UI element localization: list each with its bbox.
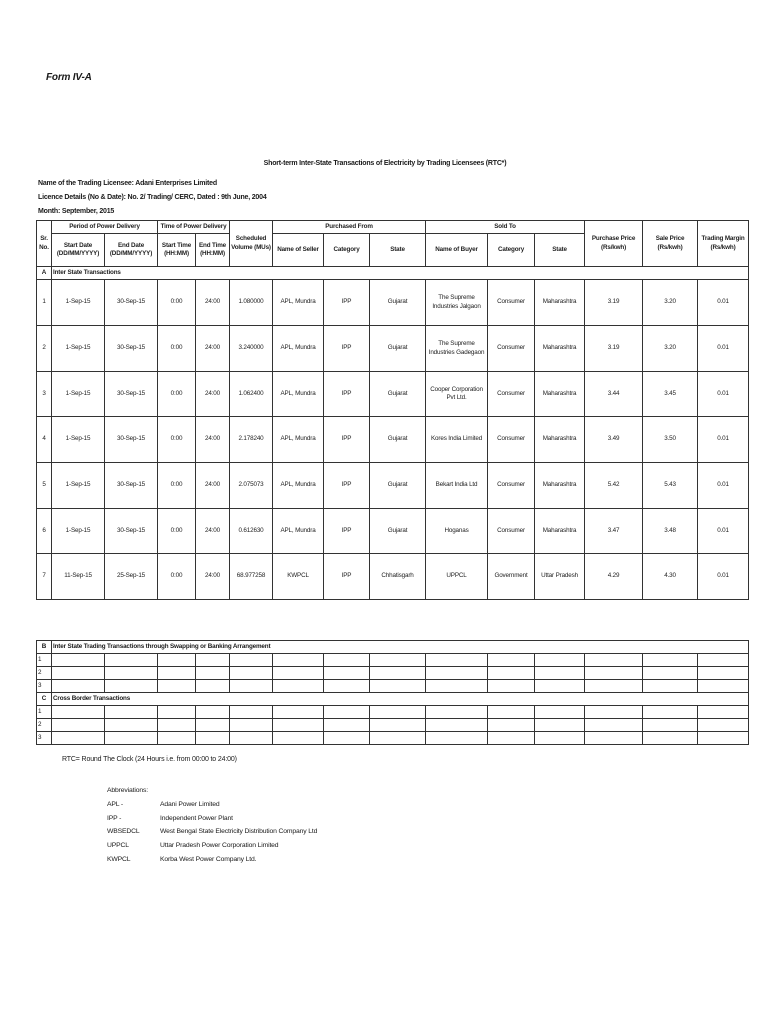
- other-transactions-table: [36, 640, 749, 745]
- empty-cell: [535, 680, 585, 693]
- cell-seller-name: APL, Mundra: [273, 280, 324, 326]
- abbreviation-key: IPP -: [107, 814, 122, 822]
- cell-end-time: 24:00: [196, 372, 230, 417]
- empty-cell: [698, 667, 749, 680]
- empty-cell: [535, 654, 585, 667]
- cell-purchase-price: 3.49: [585, 417, 643, 463]
- empty-cell: [324, 732, 370, 745]
- cell-buyer-name: Cooper Corporation Pvt Ltd.: [426, 372, 488, 417]
- cell-buyer-state: Maharashtra: [535, 326, 585, 372]
- cell-buyer-name: Hoganas: [426, 509, 488, 554]
- empty-cell: [158, 654, 196, 667]
- cell-start-time: 0:00: [158, 280, 196, 326]
- cell-sr-no: 1: [37, 280, 52, 326]
- cell-purchase-price: 3.19: [585, 326, 643, 372]
- sheet-title: Short-term Inter-State Transactions of Electricity by Trading Licensees (RTC*): [263, 160, 507, 167]
- header-buyer-name: Name of Buyer: [426, 234, 488, 267]
- cell-seller-state: Gujarat: [370, 326, 426, 372]
- table-row: [37, 554, 749, 600]
- empty-cell: [535, 667, 585, 680]
- cell-end-time: 24:00: [196, 280, 230, 326]
- cell-sr-no: 4: [37, 417, 52, 463]
- cell-buyer-name: UPPCL: [426, 554, 488, 600]
- cell-buyer-state: Maharashtra: [535, 372, 585, 417]
- form-title: Form IV-A: [46, 72, 92, 83]
- abbreviation-value: Uttar Pradesh Power Corporation Limited: [160, 842, 279, 850]
- empty-cell: [370, 667, 426, 680]
- empty-cell: [370, 706, 426, 719]
- cell-end-time: 24:00: [196, 509, 230, 554]
- cell-trading-margin: 0.01: [698, 372, 749, 417]
- empty-cell: [585, 706, 643, 719]
- empty-cell: [643, 654, 698, 667]
- cell-end-time: 24:00: [196, 417, 230, 463]
- empty-cell: [426, 732, 488, 745]
- cell-buyer-category: Consumer: [488, 463, 535, 509]
- empty-cell: [535, 706, 585, 719]
- header-sold-to: Sold To: [426, 221, 585, 234]
- table-row: [37, 280, 749, 326]
- cell-end-time: 24:00: [196, 463, 230, 509]
- cell-start-time: 0:00: [158, 417, 196, 463]
- cell-seller-name: APL, Mundra: [273, 372, 324, 417]
- cell-end-date: 25-Sep-15: [105, 554, 158, 600]
- cell-buyer-category: Consumer: [488, 372, 535, 417]
- empty-cell: [52, 667, 105, 680]
- cell-sale-price: 3.50: [643, 417, 698, 463]
- section-c-row-number: 3: [37, 732, 52, 745]
- abbreviation-value: Adani Power Limited: [160, 800, 220, 808]
- cell-buyer-category: Consumer: [488, 280, 535, 326]
- header-purchase-price: Purchase Price (Rs/kwh): [585, 221, 643, 267]
- empty-cell: [105, 667, 158, 680]
- cell-volume: 2.178240: [230, 417, 273, 463]
- empty-cell: [52, 732, 105, 745]
- cell-seller-name: APL, Mundra: [273, 463, 324, 509]
- empty-cell: [643, 706, 698, 719]
- section-b-row: [37, 680, 749, 693]
- section-b-row: [37, 654, 749, 667]
- header-purchased-from: Purchased From: [273, 221, 426, 234]
- header-buyer-category: Category: [488, 234, 535, 267]
- section-c-row: [37, 719, 749, 732]
- empty-cell: [324, 667, 370, 680]
- empty-cell: [52, 719, 105, 732]
- empty-cell: [643, 732, 698, 745]
- abbreviation-row: [107, 839, 317, 853]
- empty-cell: [426, 706, 488, 719]
- empty-cell: [196, 732, 230, 745]
- empty-cell: [273, 654, 324, 667]
- abbreviation-row: [107, 812, 317, 826]
- cell-buyer-name: Kores India Limited: [426, 417, 488, 463]
- cell-sale-price: 3.20: [643, 326, 698, 372]
- empty-cell: [158, 667, 196, 680]
- cell-seller-category: IPP: [324, 372, 370, 417]
- cell-buyer-state: Maharashtra: [535, 463, 585, 509]
- empty-cell: [273, 719, 324, 732]
- table-row: [37, 326, 749, 372]
- empty-cell: [426, 667, 488, 680]
- empty-cell: [324, 719, 370, 732]
- cell-sr-no: 7: [37, 554, 52, 600]
- empty-cell: [585, 732, 643, 745]
- abbreviation-row: [107, 825, 317, 839]
- cell-seller-name: APL, Mundra: [273, 509, 324, 554]
- empty-cell: [52, 654, 105, 667]
- cell-seller-name: KWPCL: [273, 554, 324, 600]
- section-c-header-row: [37, 693, 749, 706]
- header-time: Time of Power Delivery: [158, 221, 230, 234]
- cell-volume: 2.075073: [230, 463, 273, 509]
- cell-buyer-state: Uttar Pradesh: [535, 554, 585, 600]
- empty-cell: [488, 680, 535, 693]
- cell-end-time: 24:00: [196, 326, 230, 372]
- empty-cell: [230, 706, 273, 719]
- header-start-time: Start Time (HH:MM): [158, 234, 196, 267]
- cell-buyer-name: Bekart India Ltd: [426, 463, 488, 509]
- cell-seller-state: Gujarat: [370, 463, 426, 509]
- table-row: [37, 463, 749, 509]
- section-c-code: C: [37, 693, 52, 706]
- abbreviation-value: Independent Power Plant: [160, 814, 233, 822]
- header-sale-price: Sale Price (Rs/kwh): [643, 221, 698, 267]
- empty-cell: [585, 654, 643, 667]
- abbreviation-key: KWPCL: [107, 855, 131, 863]
- empty-cell: [52, 680, 105, 693]
- cell-volume: 3.240000: [230, 326, 273, 372]
- empty-cell: [230, 680, 273, 693]
- empty-cell: [643, 719, 698, 732]
- cell-buyer-state: Maharashtra: [535, 280, 585, 326]
- empty-cell: [488, 706, 535, 719]
- header-start-date: Start Date (DD/MM/YYYY): [52, 234, 105, 267]
- empty-cell: [230, 719, 273, 732]
- empty-cell: [273, 732, 324, 745]
- cell-buyer-category: Government: [488, 554, 535, 600]
- cell-buyer-category: Consumer: [488, 326, 535, 372]
- empty-cell: [585, 667, 643, 680]
- transactions-table: [36, 220, 749, 600]
- section-a-code: A: [37, 267, 52, 280]
- cell-sale-price: 4.30: [643, 554, 698, 600]
- licence-details: Licence Details (No & Date): No. 2/ Trading/ CERC, Dated : 9th June, 2004: [38, 194, 267, 201]
- cell-sr-no: 6: [37, 509, 52, 554]
- cell-end-time: 24:00: [196, 554, 230, 600]
- cell-end-date: 30-Sep-15: [105, 280, 158, 326]
- cell-end-date: 30-Sep-15: [105, 417, 158, 463]
- cell-sr-no: 3: [37, 372, 52, 417]
- empty-cell: [324, 680, 370, 693]
- cell-seller-category: IPP: [324, 326, 370, 372]
- cell-purchase-price: 3.44: [585, 372, 643, 417]
- cell-start-time: 0:00: [158, 372, 196, 417]
- header-seller-name: Name of Seller: [273, 234, 324, 267]
- cell-seller-state: Gujarat: [370, 417, 426, 463]
- cell-seller-name: APL, Mundra: [273, 417, 324, 463]
- cell-buyer-state: Maharashtra: [535, 509, 585, 554]
- cell-start-date: 1-Sep-15: [52, 417, 105, 463]
- cell-seller-state: Gujarat: [370, 280, 426, 326]
- empty-cell: [488, 667, 535, 680]
- cell-purchase-price: 4.29: [585, 554, 643, 600]
- empty-cell: [698, 719, 749, 732]
- abbreviation-key: WBSEDCL: [107, 828, 140, 836]
- cell-sale-price: 3.48: [643, 509, 698, 554]
- table-row: [37, 509, 749, 554]
- cell-trading-margin: 0.01: [698, 417, 749, 463]
- table-row: [37, 372, 749, 417]
- empty-cell: [158, 680, 196, 693]
- cell-trading-margin: 0.01: [698, 326, 749, 372]
- cell-sale-price: 3.20: [643, 280, 698, 326]
- empty-cell: [105, 706, 158, 719]
- cell-volume: 1.062400: [230, 372, 273, 417]
- empty-cell: [324, 654, 370, 667]
- section-c-row-number: 2: [37, 719, 52, 732]
- abbreviations-block: [107, 784, 317, 867]
- cell-sr-no: 5: [37, 463, 52, 509]
- section-c-row: [37, 732, 749, 745]
- abbreviations-heading: Abbreviations:: [107, 787, 148, 794]
- empty-cell: [158, 719, 196, 732]
- section-c-row: [37, 706, 749, 719]
- cell-volume: 0.612630: [230, 509, 273, 554]
- empty-cell: [196, 719, 230, 732]
- rtc-footnote: RTC= Round The Clock (24 Hours i.e. from 00:00 to 24:00): [62, 756, 237, 763]
- cell-seller-state: Gujarat: [370, 509, 426, 554]
- empty-cell: [535, 732, 585, 745]
- section-b-row-number: 1: [37, 654, 52, 667]
- cell-start-time: 0:00: [158, 554, 196, 600]
- cell-start-date: 1-Sep-15: [52, 463, 105, 509]
- cell-buyer-name: The Supreme Industries Gadegaon: [426, 326, 488, 372]
- header-period: Period of Power Delivery: [52, 221, 158, 234]
- empty-cell: [105, 680, 158, 693]
- empty-cell: [230, 667, 273, 680]
- cell-start-time: 0:00: [158, 463, 196, 509]
- cell-buyer-category: Consumer: [488, 509, 535, 554]
- empty-cell: [196, 667, 230, 680]
- cell-sale-price: 5.43: [643, 463, 698, 509]
- report-month: Month: September, 2015: [38, 208, 115, 215]
- empty-cell: [643, 680, 698, 693]
- cell-buyer-state: Maharashtra: [535, 417, 585, 463]
- empty-cell: [426, 680, 488, 693]
- licensee-name: Name of the Trading Licensee: Adani Enterprises Limited: [38, 180, 217, 187]
- empty-cell: [273, 667, 324, 680]
- cell-sale-price: 3.45: [643, 372, 698, 417]
- cell-purchase-price: 3.47: [585, 509, 643, 554]
- empty-cell: [426, 719, 488, 732]
- cell-seller-category: IPP: [324, 509, 370, 554]
- header-volume: Scheduled Volume (MUs): [230, 221, 273, 267]
- section-a-label: Inter State Transactions: [52, 267, 749, 280]
- cell-end-date: 30-Sep-15: [105, 463, 158, 509]
- header-margin: Trading Margin (Rs/kwh): [698, 221, 749, 267]
- header-buyer-state: State: [535, 234, 585, 267]
- cell-sr-no: 2: [37, 326, 52, 372]
- empty-cell: [488, 719, 535, 732]
- empty-cell: [643, 667, 698, 680]
- empty-cell: [230, 732, 273, 745]
- empty-cell: [488, 732, 535, 745]
- empty-cell: [196, 680, 230, 693]
- section-b-code: B: [37, 641, 52, 654]
- abbreviation-value: West Bengal State Electricity Distribution Company Ltd: [160, 828, 318, 836]
- abbreviation-key: UPPCL: [107, 842, 129, 850]
- empty-cell: [698, 706, 749, 719]
- cell-seller-category: IPP: [324, 554, 370, 600]
- empty-cell: [196, 654, 230, 667]
- empty-cell: [370, 680, 426, 693]
- empty-cell: [698, 654, 749, 667]
- empty-cell: [698, 732, 749, 745]
- empty-cell: [535, 719, 585, 732]
- section-c-row-number: 1: [37, 706, 52, 719]
- empty-cell: [488, 654, 535, 667]
- cell-trading-margin: 0.01: [698, 463, 749, 509]
- header-sr-no: Sr. No.: [37, 221, 52, 267]
- cell-buyer-category: Consumer: [488, 417, 535, 463]
- cell-end-date: 30-Sep-15: [105, 326, 158, 372]
- cell-purchase-price: 5.42: [585, 463, 643, 509]
- empty-cell: [273, 680, 324, 693]
- empty-cell: [370, 654, 426, 667]
- empty-cell: [324, 706, 370, 719]
- empty-cell: [698, 680, 749, 693]
- empty-cell: [426, 654, 488, 667]
- cell-trading-margin: 0.01: [698, 280, 749, 326]
- cell-buyer-name: The Supreme Industries Jalgaon: [426, 280, 488, 326]
- abbreviation-row: [107, 798, 317, 812]
- header-seller-category: Category: [324, 234, 370, 267]
- section-b-label: Inter State Trading Transactions through Swapping or Banking Arrangement: [52, 641, 749, 654]
- table-row: [37, 417, 749, 463]
- header-seller-state: State: [370, 234, 426, 267]
- empty-cell: [105, 719, 158, 732]
- empty-cell: [585, 680, 643, 693]
- cell-end-date: 30-Sep-15: [105, 509, 158, 554]
- cell-start-date: 1-Sep-15: [52, 372, 105, 417]
- empty-cell: [158, 706, 196, 719]
- cell-start-date: 1-Sep-15: [52, 280, 105, 326]
- cell-seller-category: IPP: [324, 280, 370, 326]
- section-b-header-row: [37, 641, 749, 654]
- section-b-row: [37, 667, 749, 680]
- empty-cell: [52, 706, 105, 719]
- empty-cell: [230, 654, 273, 667]
- empty-cell: [196, 706, 230, 719]
- empty-cell: [105, 732, 158, 745]
- abbreviation-row: [107, 853, 317, 867]
- empty-cell: [370, 719, 426, 732]
- cell-trading-margin: 0.01: [698, 509, 749, 554]
- cell-seller-category: IPP: [324, 463, 370, 509]
- cell-start-date: 1-Sep-15: [52, 509, 105, 554]
- empty-cell: [370, 732, 426, 745]
- header-end-time: End Time (HH:MM): [196, 234, 230, 267]
- header-end-date: End Date (DD/MM/YYYY): [105, 234, 158, 267]
- cell-end-date: 30-Sep-15: [105, 372, 158, 417]
- cell-trading-margin: 0.01: [698, 554, 749, 600]
- cell-start-time: 0:00: [158, 326, 196, 372]
- empty-cell: [105, 654, 158, 667]
- cell-seller-state: Gujarat: [370, 372, 426, 417]
- section-c-label: Cross Border Transactions: [52, 693, 749, 706]
- cell-start-date: 11-Sep-15: [52, 554, 105, 600]
- empty-cell: [585, 719, 643, 732]
- cell-start-time: 0:00: [158, 509, 196, 554]
- cell-purchase-price: 3.19: [585, 280, 643, 326]
- abbreviation-key: APL -: [107, 800, 123, 808]
- cell-seller-category: IPP: [324, 417, 370, 463]
- cell-seller-name: APL, Mundra: [273, 326, 324, 372]
- empty-cell: [273, 706, 324, 719]
- cell-seller-state: Chhatisgarh: [370, 554, 426, 600]
- section-b-row-number: 2: [37, 667, 52, 680]
- section-b-row-number: 3: [37, 680, 52, 693]
- cell-start-date: 1-Sep-15: [52, 326, 105, 372]
- empty-cell: [158, 732, 196, 745]
- abbreviation-value: Korba West Power Company Ltd.: [160, 855, 257, 863]
- cell-volume: 68.977258: [230, 554, 273, 600]
- cell-volume: 1.080000: [230, 280, 273, 326]
